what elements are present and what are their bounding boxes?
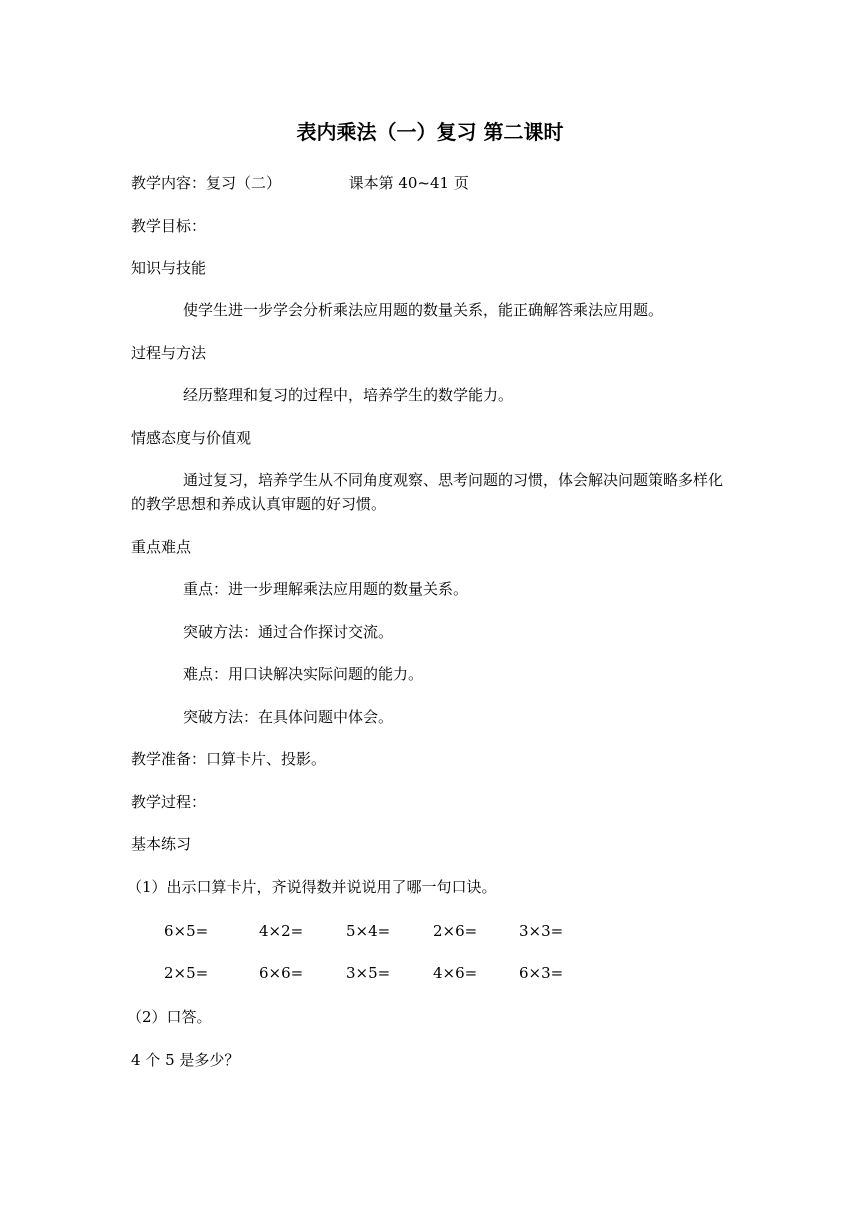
preparation: 教学准备：口算卡片、投影。 bbox=[131, 750, 327, 768]
calc-row2-item: 6×6= bbox=[259, 964, 304, 982]
knowledge-text: 使学生进一步学会分析乘法应用题的数量关系，能正确解答乘法应用题。 bbox=[183, 301, 664, 319]
calc-row1-item: 2×6= bbox=[433, 922, 478, 940]
page-title: 表内乘法（一）复习 第二课时 bbox=[296, 120, 564, 144]
calc-row1-item: 4×2= bbox=[259, 922, 304, 940]
content-line bbox=[131, 172, 469, 194]
calc-row2-item: 4×6= bbox=[433, 964, 478, 982]
calc-row2-item: 3×5= bbox=[346, 964, 391, 982]
key-point: 重点：进一步理解乘法应用题的数量关系。 bbox=[183, 580, 469, 598]
emotion-text: 通过复习，培养学生从不同角度观察、思考问题的习惯，体会解决问题策略多样化的教学思想和养成认真审题的好习惯。 bbox=[131, 471, 724, 513]
question-item: 4 个 5 是多少？ bbox=[131, 1051, 240, 1069]
key-method: 突破方法：通过合作探讨交流。 bbox=[183, 623, 394, 641]
step1: （1）出示口算卡片，齐说得数并说说用了哪一句口诀。 bbox=[127, 878, 497, 896]
process-label: 教学过程： bbox=[131, 793, 207, 811]
calc-row2-item: 6×3= bbox=[519, 964, 564, 982]
content-pages: 课本第 40~41 页 bbox=[348, 174, 469, 192]
content-label: 教学内容：复习（二） bbox=[131, 174, 282, 192]
knowledge-heading: 知识与技能 bbox=[131, 259, 207, 277]
calc-row1-item: 5×4= bbox=[346, 922, 391, 940]
difficulty-method: 突破方法：在具体问题中体会。 bbox=[183, 708, 394, 726]
calc-row2-item: 2×5= bbox=[164, 964, 209, 982]
key-heading: 重点难点 bbox=[131, 538, 192, 556]
step2: （2）口答。 bbox=[127, 1008, 212, 1026]
difficulty-point: 难点：用口诀解决实际问题的能力。 bbox=[183, 665, 424, 683]
calc-row1-item: 6×5= bbox=[164, 922, 209, 940]
objectives-heading: 教学目标： bbox=[131, 217, 207, 235]
calc-row1-item: 3×3= bbox=[519, 922, 564, 940]
emotion-heading: 情感态度与价值观 bbox=[131, 429, 252, 447]
process-heading: 过程与方法 bbox=[131, 344, 207, 362]
process-text: 经历整理和复习的过程中，培养学生的数学能力。 bbox=[183, 386, 514, 404]
basic-practice-heading: 基本练习 bbox=[131, 835, 192, 853]
